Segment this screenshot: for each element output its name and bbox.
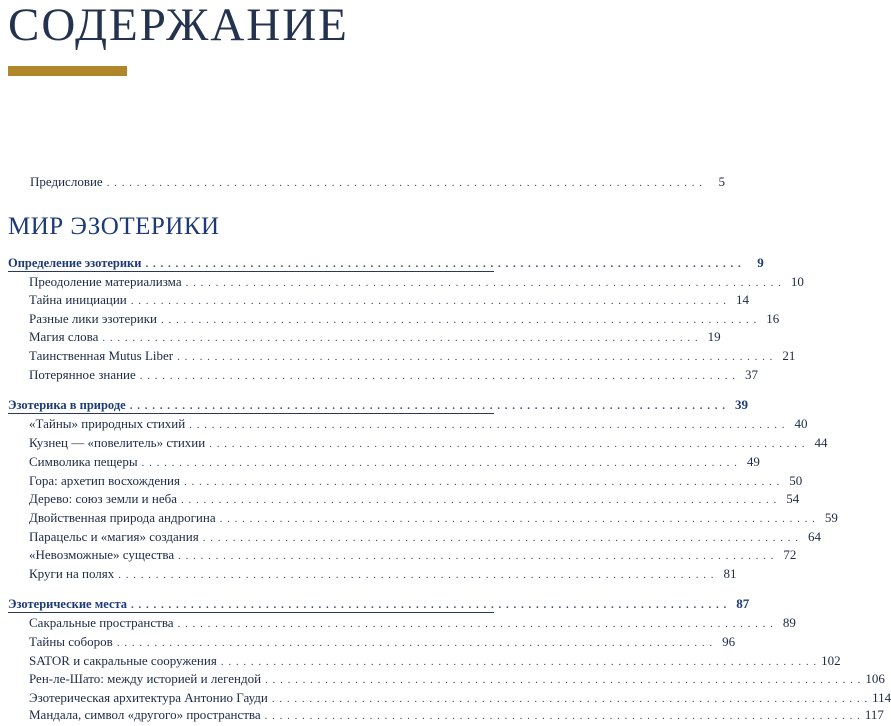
toc-entry-label: Разные лики эзотерики bbox=[29, 311, 157, 326]
toc-chapter-title: Эзотерические места bbox=[8, 597, 128, 611]
toc-entry-page: 14 bbox=[736, 292, 749, 307]
toc-entry[interactable] bbox=[29, 290, 749, 309]
toc-entry-label: Двойственная природа андрогина bbox=[29, 510, 216, 525]
toc-entry-label: SATOR и сакральные сооружения bbox=[29, 653, 217, 668]
dot-leader: . . . . . . . . . . . . . . . . . . . . . . . . . . . . . . . . . . . . . . . . . . . . . . . . . . . . . . . . . . . . . . . . . . . . . . . . . . . . . . . . bbox=[139, 370, 737, 382]
dot-leader: . . . . . . . . . . . . . . . . . . . . . . . . . . . . . . . . . . . . . . . . . . . . . . . . . . . . . . . . . . . . . . . . . . . . . . . . . . . . . . . . bbox=[185, 277, 782, 289]
toc-entry-page: 40 bbox=[794, 416, 808, 431]
toc-entry-label: Мандала, символ «другого» пространства bbox=[29, 707, 261, 722]
toc-entry[interactable] bbox=[29, 651, 841, 670]
dot-leader: . . . . . . . . . . . . . . . . . . . . . . . . . . . . . . . . . . . . . . . . . . . . . . . . . . . . . . . . . . . . . . . . . . . . . . . . . . . . . . . . bbox=[130, 295, 727, 307]
toc-chapter-page: 39 bbox=[734, 397, 748, 412]
toc-entry-label: Эзотерическая архитектура Антонио Гауди bbox=[29, 690, 268, 705]
dot-leader: . . . . . . . . . . . . . . . . . . . . . . . . . . . . . . . . . . . . . . . . . . . . . . . . . . . . . . . . . . . . . . . . . . . . . . . . . . . . . . . . bbox=[160, 314, 758, 326]
dot-leader: . . . . . . . . . . . . . . . . . . . . . . . . . . . . . . . . . . . . . . . . . . . . . . . . . . . . . . . . . . . . . . . . . . . . . . . . . . . . . . . . bbox=[116, 637, 714, 649]
toc-entry-page: 21 bbox=[782, 348, 796, 363]
toc-entry-label: Сакральные пространства bbox=[29, 615, 174, 630]
dot-leader: . . . . . . . . . . . . . . . . . . . . . . . . . . . . . . . . . . . . . . . . . . . . . . . . . . . . . . . . . . . . . . . . . . . . . . . . . . . . . . . . bbox=[264, 710, 861, 722]
toc-entry-page: 102 bbox=[821, 653, 841, 668]
toc-entry-label: Тайны соборов bbox=[29, 634, 113, 649]
dot-leader: . . . . . . . . . . . . . . . . . . . . . . . . . . . . . . . . . . . . . . . . . . . . . . . . . . . . . . . . . . . . . . . . . . . . . . . . . . . . . . . . bbox=[183, 476, 781, 488]
toc-entry[interactable] bbox=[29, 414, 808, 433]
toc-entry-label: Магия слова bbox=[29, 329, 99, 344]
dot-leader: . . . . . . . . . . . . . . . . . . . . . . . . . . . . . . . . . . . . . . . . . . . . . . . . . . . . . . . . . . . . . . . . . . . . . . . . . . . . . . . . bbox=[220, 656, 818, 668]
toc-chapter-page: 9 bbox=[757, 255, 764, 270]
dot-leader: . . . . . . . . . . . . . . . . . . . . . . . . . . . . . . . . . . . . . . . . . . . . . . . . . . . . . . . . . . . . . . . . . . . . . . . . . . . . . . . . bbox=[271, 693, 869, 705]
toc-entry[interactable] bbox=[29, 613, 796, 632]
toc-entry-label: Дерево: союз земли и неба bbox=[29, 491, 177, 506]
toc-entry-label: «Тайны» природных стихий bbox=[29, 416, 186, 431]
toc-entry[interactable] bbox=[29, 452, 760, 471]
dot-leader: . . . . . . . . . . . . . . . . . . . . . . . . . . . . . . . . . . . . . . . . . . . . . . . . . . . . . . . . . . . . . . . . . . . . . . . . . . . . . . . . bbox=[129, 400, 726, 412]
toc-chapter[interactable] bbox=[8, 594, 750, 613]
toc-entry-page: 50 bbox=[789, 473, 803, 488]
dot-leader: . . . . . . . . . . . . . . . . . . . . . . . . . . . . . . . . . . . . . . . . . . . . . . . . . . . . . . . . . . . . . . . . . . . . . . . . . . . . . . . . bbox=[178, 550, 775, 562]
toc-entry-page: 44 bbox=[814, 435, 828, 450]
dot-leader: . . . . . . . . . . . . . . . . . . . . . . . . . . . . . . . . . . . . . . . . . . . . . . . . . . . . . . . . . . . . . . . . . . . . . . . . . . . . . . . . bbox=[219, 513, 816, 525]
toc-entry[interactable] bbox=[29, 669, 885, 688]
toc-entry-label: Круги на полях bbox=[29, 566, 115, 581]
toc-entry-label: «Невозможные» существа bbox=[29, 547, 175, 562]
toc-entry-page: 81 bbox=[723, 566, 737, 581]
dot-leader: . . . . . . . . . . . . . . . . . . . . . . . . . . . . . . . . . . . . . . . . . . . . . . . . . . . . . . . . . . . . . . . . . . . . . . . . . . . . . . . . bbox=[209, 438, 806, 450]
dot-leader: . . . . . . . . . . . . . . . . . . . . . . . . . . . . . . . . . . . . . . . . . . . . . . . . . . . . . . . . . . . . . . . . . . . . . . . . . . . . . . . . bbox=[131, 599, 728, 611]
dot-leader: . . . . . . . . . . . . . . . . . . . . . . . . . . . . . . . . . . . . . . . . . . . . . . . . . . . . . . . . . . . . . . . . . . . . . . . . . . . . . . . . bbox=[145, 258, 742, 270]
dot-leader: . . . . . . . . . . . . . . . . . . . . . . . . . . . . . . . . . . . . . . . . . . . . . . . . . . . . . . . . . . . . . . . . . . . . . . . . . . . . . . . . bbox=[189, 419, 786, 431]
toc-entry[interactable] bbox=[29, 327, 721, 346]
toc-entry[interactable] bbox=[29, 545, 797, 564]
toc-chapter-page: 87 bbox=[736, 596, 750, 611]
section-heading: МИР ЭЗОТЕРИКИ bbox=[8, 213, 220, 240]
toc-preface-page: 5 bbox=[718, 174, 725, 189]
toc-entry[interactable] bbox=[29, 508, 838, 527]
toc-entry-page: 19 bbox=[707, 329, 721, 344]
toc-entry[interactable] bbox=[29, 705, 884, 724]
toc-entry[interactable] bbox=[29, 365, 759, 384]
toc-entry[interactable] bbox=[29, 564, 737, 583]
page-title: СОДЕРЖАНИЕ bbox=[8, 0, 349, 51]
toc-entry[interactable] bbox=[29, 527, 821, 546]
dot-leader: . . . . . . . . . . . . . . . . . . . . . . . . . . . . . . . . . . . . . . . . . . . . . . . . . . . . . . . . . . . . . . . . . . . . . . . . . . . . . . . . bbox=[177, 351, 774, 363]
dot-leader: . . . . . . . . . . . . . . . . . . . . . . . . . . . . . . . . . . . . . . . . . . . . . . . . . . . . . . . . . . . . . . . . . . . . . . . . . . . . . . . . bbox=[102, 332, 699, 344]
toc-chapter[interactable] bbox=[8, 253, 764, 272]
dot-leader: . . . . . . . . . . . . . . . . . . . . . . . . . . . . . . . . . . . . . . . . . . . . . . . . . . . . . . . . . . . . . . . . . . . . . . . . . . . . . . . . bbox=[118, 569, 715, 581]
dot-leader: . . . . . . . . . . . . . . . . . . . . . . . . . . . . . . . . . . . . . . . . . . . . . . . . . . . . . . . . . . . . . . . . . . . . . . . . . . . . . . . . bbox=[202, 532, 799, 544]
toc-chapter-title: Эзотерика в природе bbox=[8, 398, 126, 412]
title-accent-bar bbox=[8, 66, 127, 76]
toc-entry-page: 72 bbox=[783, 547, 797, 562]
toc-preface[interactable] bbox=[30, 172, 725, 191]
dot-leader: . . . . . . . . . . . . . . . . . . . . . . . . . . . . . . . . . . . . . . . . . . . . . . . . . . . . . . . . . . . . . . . . . . . . . . . . . . . . . . . . bbox=[265, 674, 862, 686]
toc-chapter-title: Определение эзотерики bbox=[8, 256, 142, 270]
toc-preface-label: Предисловие bbox=[30, 174, 103, 189]
toc-entry-label: Парацельс и «магия» создания bbox=[29, 529, 199, 544]
toc-entry-label: Потерянное знание bbox=[29, 367, 136, 382]
toc-entry-page: 64 bbox=[807, 529, 821, 544]
toc-chapter[interactable] bbox=[8, 395, 748, 414]
toc-entry-page: 117 bbox=[864, 707, 884, 722]
dot-leader: . . . . . . . . . . . . . . . . . . . . . . . . . . . . . . . . . . . . . . . . . . . . . . . . . . . . . . . . . . . . . . . . . . . . . . . . . . . . . . . . bbox=[181, 494, 778, 506]
toc-entry[interactable] bbox=[29, 433, 828, 452]
toc-entry-label: Кузнец — «повелитель» стихии bbox=[29, 435, 206, 450]
toc-entry-page: 59 bbox=[824, 510, 838, 525]
toc-entry-label: Таинственная Mutus Liber bbox=[29, 348, 174, 363]
toc-entry-page: 10 bbox=[790, 274, 804, 289]
toc-entry-page: 54 bbox=[786, 491, 800, 506]
toc-entry[interactable] bbox=[29, 309, 780, 328]
toc-entry[interactable] bbox=[29, 272, 804, 291]
dot-leader: . . . . . . . . . . . . . . . . . . . . . . . . . . . . . . . . . . . . . . . . . . . . . . . . . . . . . . . . . . . . . . . . . . . . . . . . . . . . . . . . bbox=[106, 177, 703, 189]
toc-entry-label: Рен-ле-Шато: между историей и легендой bbox=[29, 671, 262, 686]
toc-entry-page: 37 bbox=[745, 367, 759, 382]
toc-entry[interactable] bbox=[29, 489, 800, 508]
toc-entry-page: 114 bbox=[872, 690, 891, 705]
toc-entry-page: 49 bbox=[746, 454, 760, 469]
toc-entry-label: Тайна инициации bbox=[29, 292, 127, 307]
toc-entry-label: Символика пещеры bbox=[29, 454, 138, 469]
toc-entry-page: 106 bbox=[865, 671, 885, 686]
toc-entry-page: 16 bbox=[766, 311, 780, 326]
toc-entry-page: 96 bbox=[722, 634, 736, 649]
toc-entry-label: Гора: архетип восхождения bbox=[29, 473, 180, 488]
toc-entry-page: 89 bbox=[782, 615, 796, 630]
toc-entry[interactable] bbox=[29, 632, 736, 651]
toc-entry-label: Преодоление материализма bbox=[29, 274, 182, 289]
dot-leader: . . . . . . . . . . . . . . . . . . . . . . . . . . . . . . . . . . . . . . . . . . . . . . . . . . . . . . . . . . . . . . . . . . . . . . . . . . . . . . . . bbox=[177, 618, 774, 630]
toc-entry[interactable] bbox=[29, 346, 796, 365]
dot-leader: . . . . . . . . . . . . . . . . . . . . . . . . . . . . . . . . . . . . . . . . . . . . . . . . . . . . . . . . . . . . . . . . . . . . . . . . . . . . . . . . bbox=[141, 457, 738, 469]
toc-entry[interactable] bbox=[29, 471, 803, 490]
